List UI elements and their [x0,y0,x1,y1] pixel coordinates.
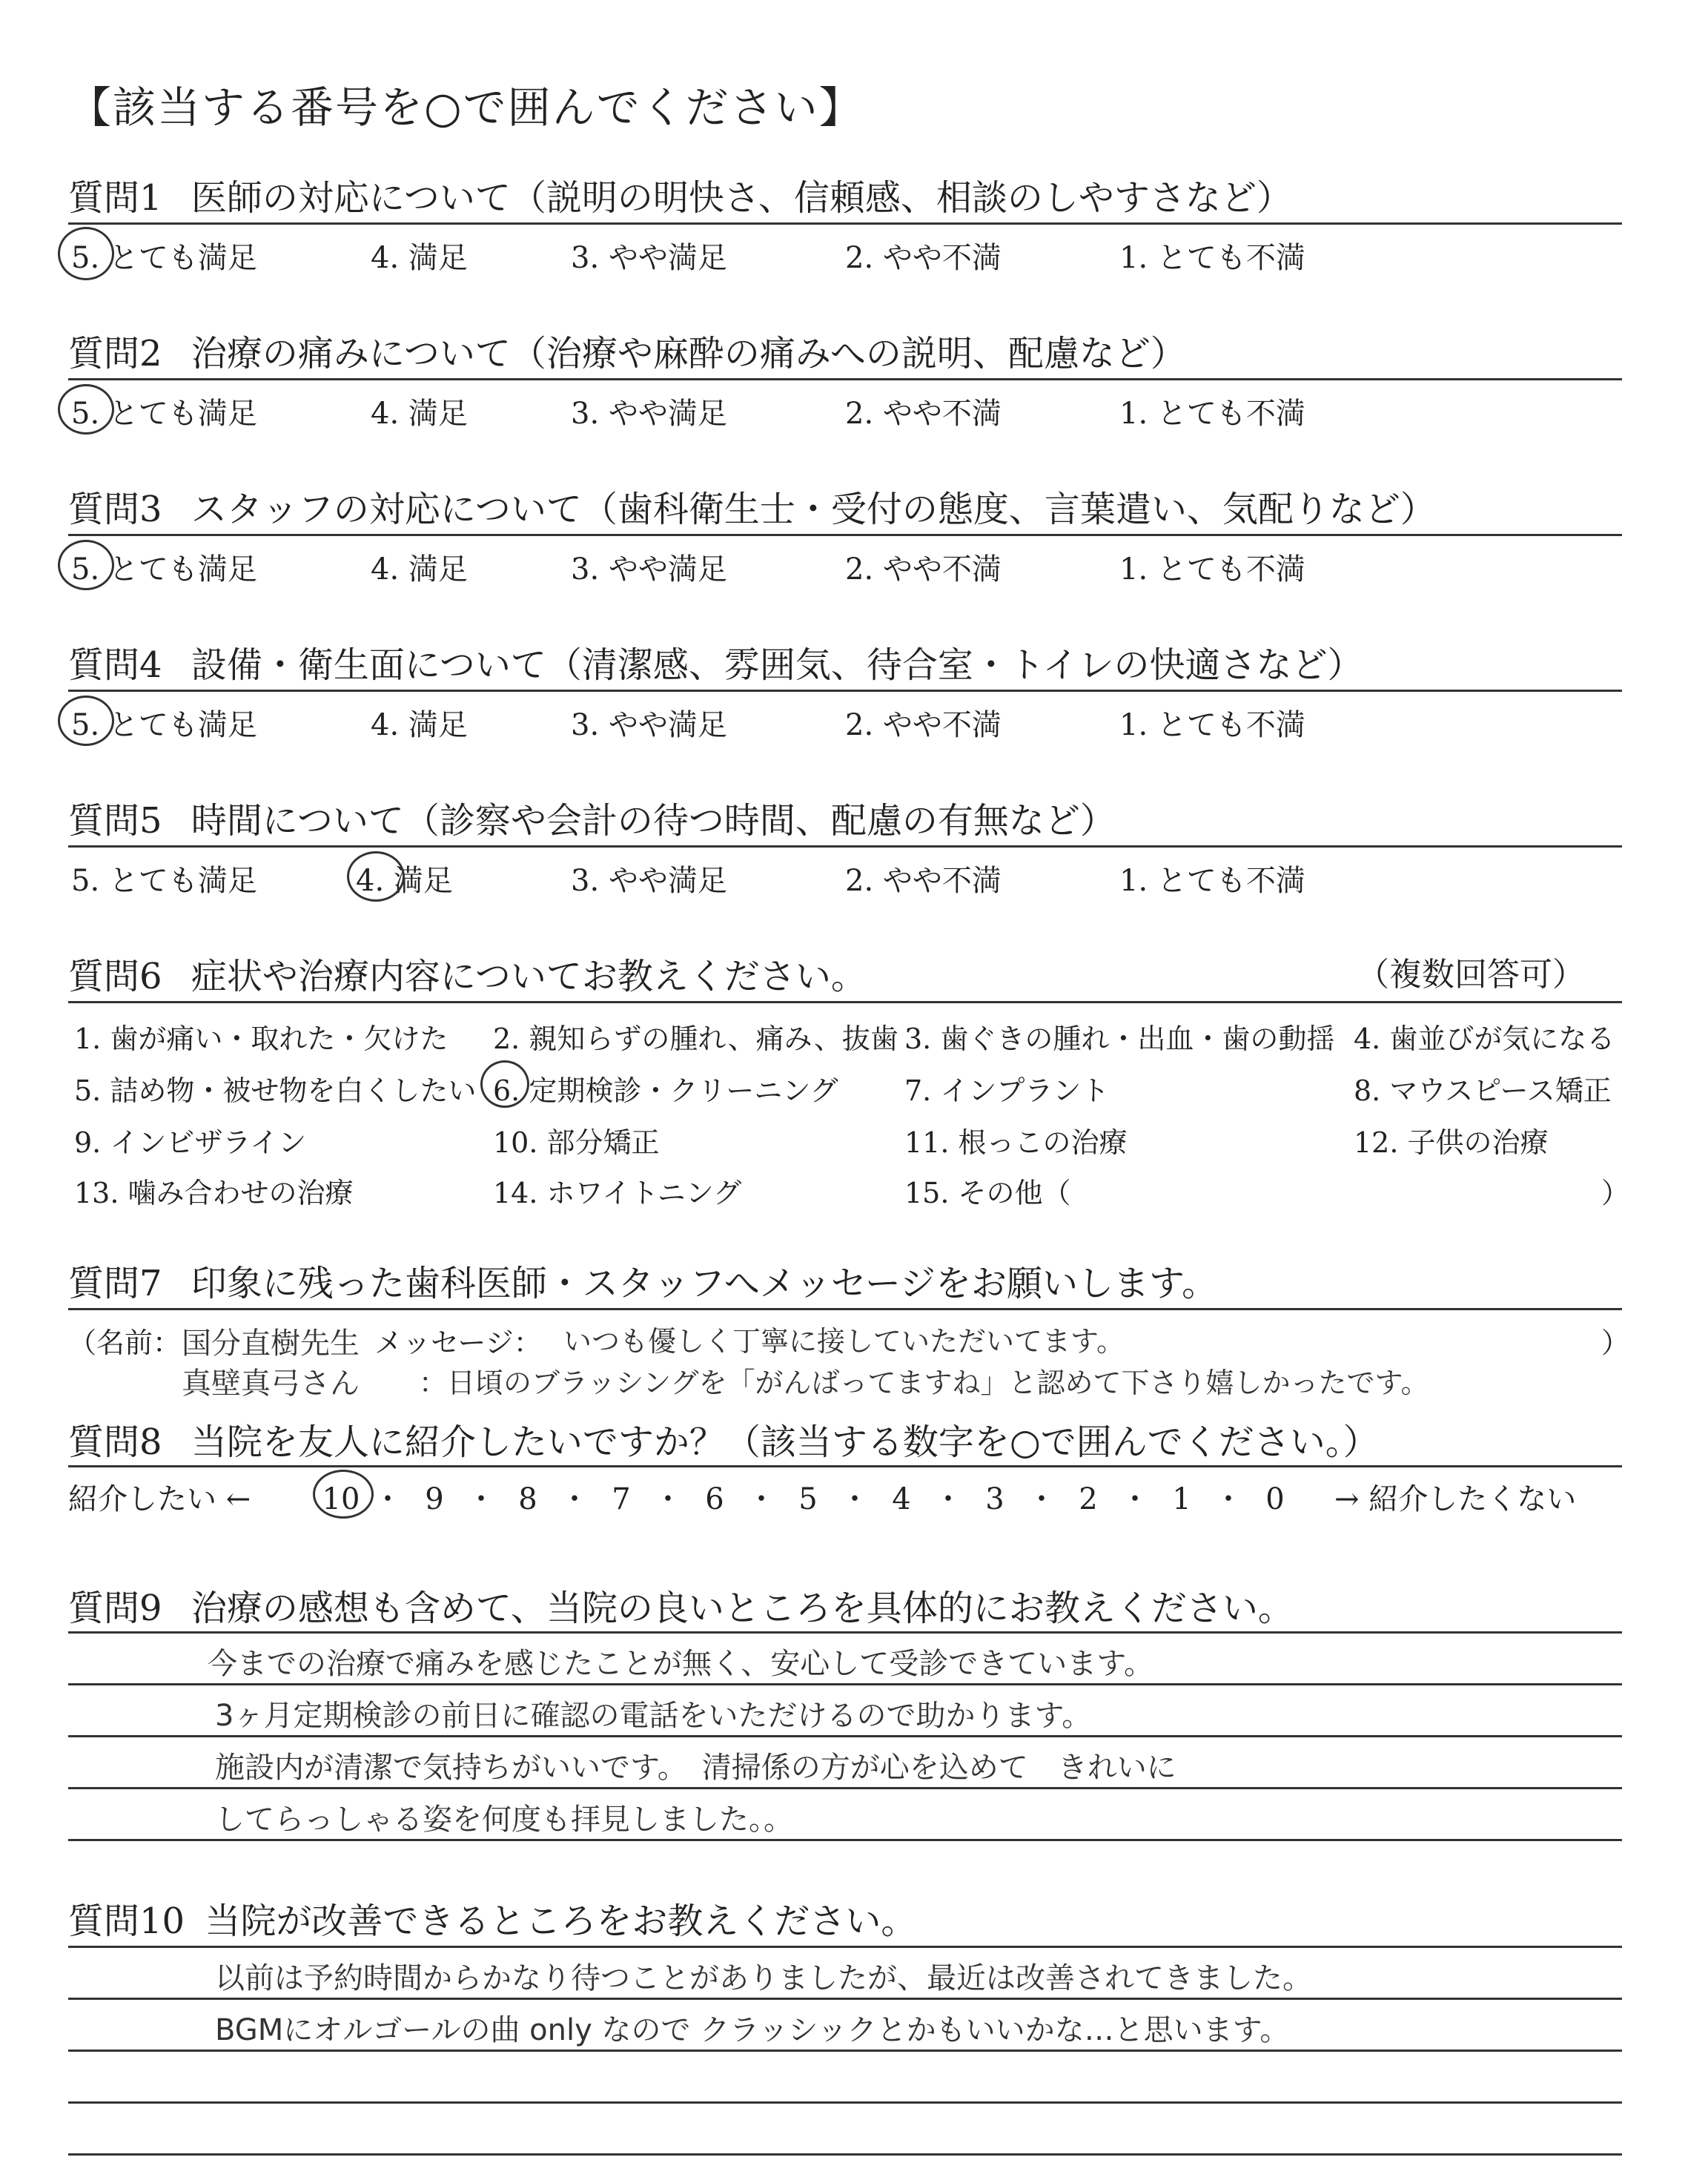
q7-close-paren: ） [1601,1327,1630,1359]
q7-line2-message[interactable]: ：日頃のブラッシングを「がんばってますね」と認めて下さり嬉しかったです。 [419,1367,1429,1399]
q2-heading [68,325,1186,376]
q8-number-5[interactable]: 5 [798,1482,818,1516]
q8-number-1[interactable]: 1 [1172,1482,1191,1516]
q9-answer-line-2[interactable]: 3ヶ月定期検診の前日に確認の電話をいただけるので助かります。 [215,1699,1092,1733]
q10-text: 当院が改善できるところをお教えください。 [205,1900,917,1942]
q10-answer-line-1[interactable]: 以前は予約時間からかなり待つことがありましたが、最近は改善されてきました。 [215,1961,1312,1995]
q10-rule-2 [68,1998,1622,2000]
q5-option-1[interactable]: 1. とても不満 [1119,864,1305,898]
q6-option-12[interactable]: 12. 子供の治療 [1354,1126,1549,1159]
q2-option-2[interactable]: 2. やや不満 [845,397,1002,431]
q8-separator: ・ [1120,1482,1150,1516]
q8-number-4[interactable]: 4 [892,1482,911,1516]
q9-rule-1 [68,1631,1622,1634]
q6-rule [68,1001,1622,1003]
q8-right-label: → 紹介したくない [1334,1482,1577,1516]
q10-rule-4 [68,2101,1622,2104]
q4-label: 質問4 [68,644,162,686]
q1-rule [68,222,1622,225]
q2-option-1[interactable]: 1. とても不満 [1119,397,1305,431]
q5-heading [68,792,1116,843]
q6-option-7[interactable]: 7. インプラント [904,1074,1110,1107]
q4-rule [68,690,1622,692]
q9-answer-line-3[interactable]: 施設内が清潔で気持ちがいいです。 清掃係の方が心を込めて きれいに [215,1751,1176,1785]
q8-text: 当院を友人に紹介したいですか？（該当する数字を○で囲んでください。） [191,1421,1379,1463]
q6-option-9[interactable]: 9. インビザライン [74,1126,307,1159]
q10-heading [68,1892,916,1943]
q5-selection-circle [347,851,405,902]
q9-rule-3 [68,1735,1622,1737]
q6-option-13[interactable]: 13. 噛み合わせの治療 [74,1177,354,1209]
q2-option-4[interactable]: 4. 満足 [371,397,468,431]
q7-heading [68,1255,1217,1306]
q8-heading [68,1413,1379,1464]
q2-option-3[interactable]: 3. やや満足 [571,397,727,431]
page-title: 【該当する番号を○で囲んでください】 [68,82,864,133]
q6-selection-circle [480,1060,529,1108]
q9-rule-5 [68,1839,1622,1841]
q10-answer-line-2[interactable]: BGMにオルゴールの曲 only なので クラッシックとかもいいかな…と思います。 [215,2013,1290,2047]
q2-label: 質問2 [68,333,162,374]
q8-separator: ・ [373,1482,403,1516]
q6-label: 質問6 [68,956,162,997]
q8-separator: ・ [1214,1482,1243,1516]
q6-option-15[interactable]: 15. その他（ [904,1177,1071,1209]
q3-option-3[interactable]: 3. やや満足 [571,552,727,587]
q1-option-2[interactable]: 2. やや不満 [845,241,1002,275]
q8-number-6[interactable]: 6 [705,1482,724,1516]
q9-answer-line-4[interactable]: してらっしゃる姿を何度も拝見しました。。 [215,1803,793,1837]
q8-separator: ・ [466,1482,496,1516]
q1-option-5[interactable]: 5. とても満足 [71,241,257,275]
q6-option-3[interactable]: 3. 歯ぐきの腫れ・出血・歯の動揺 [904,1023,1335,1055]
q5-option-2[interactable]: 2. やや不満 [845,864,1002,898]
q3-option-4[interactable]: 4. 満足 [371,552,468,587]
q3-text: スタッフの対応について（歯科衛生士・受付の態度、言葉遣い、気配りなど） [191,489,1436,530]
q4-text: 設備・衛生面について（清潔感、雰囲気、待合室・トイレの快適さなど） [191,644,1363,686]
q4-selection-circle [58,696,114,746]
q8-left-label: 紹介したい ← [68,1482,251,1516]
q1-heading [68,169,1292,220]
q9-text: 治療の感想も含めて、当院の良いところを具体的にお教えください。 [191,1588,1294,1629]
q8-number-0[interactable]: 0 [1265,1482,1285,1516]
q7-line2-name[interactable]: 真壁真弓さん [182,1367,360,1401]
q8-number-10[interactable]: 10 [322,1482,360,1516]
q5-option-4[interactable]: 4. 満足 [356,864,453,898]
q3-option-2[interactable]: 2. やや不満 [845,552,1002,587]
q4-option-1[interactable]: 1. とても不満 [1119,708,1305,742]
q9-label: 質問9 [68,1588,162,1629]
q10-label: 質問10 [68,1900,185,1942]
q6-option-2[interactable]: 2. 親知らずの腫れ、痛み、抜歯 [493,1023,898,1055]
q7-message-prefix: メッセージ： [374,1327,542,1359]
q6-option-10[interactable]: 10. 部分矯正 [493,1126,660,1159]
q5-option-5[interactable]: 5. とても満足 [71,864,257,898]
q3-option-1[interactable]: 1. とても不満 [1119,552,1305,587]
q8-number-2[interactable]: 2 [1079,1482,1098,1516]
q8-separator: ・ [653,1482,683,1516]
q6-option-5[interactable]: 5. 詰め物・被せ物を白くしたい [74,1074,477,1107]
q2-text: 治療の痛みについて（治療や麻酔の痛みへの説明、配慮など） [191,333,1186,374]
q7-rule [68,1308,1622,1310]
q7-label: 質問7 [68,1263,162,1304]
q6-option-14[interactable]: 14. ホワイトニング [493,1177,742,1209]
q6-option-11[interactable]: 11. 根っこの治療 [904,1126,1128,1159]
q8-number-9[interactable]: 9 [425,1482,444,1516]
q8-separator: ・ [747,1482,776,1516]
q8-selection-circle [313,1470,374,1519]
q3-selection-circle [58,540,114,590]
q1-text: 医師の対応について（説明の明快さ、信頼感、相談のしやすさなど） [191,177,1292,219]
q5-option-3[interactable]: 3. やや満足 [571,864,727,898]
q8-label: 質問8 [68,1421,162,1463]
q5-rule [68,845,1622,848]
q6-heading [68,948,867,999]
q7-name-prefix: （名前： [68,1327,182,1359]
q3-option-5[interactable]: 5. とても満足 [71,552,257,587]
q2-selection-circle [58,384,114,435]
q10-rule-5 [68,2153,1622,2156]
q6-option-6[interactable]: 6. 定期検診・クリーニング [493,1074,838,1107]
q4-option-2[interactable]: 2. やや不満 [845,708,1002,742]
q8-separator: ・ [1027,1482,1056,1516]
q2-rule [68,378,1622,380]
q7-message-1[interactable]: いつも優しく丁寧に接していただいてます。 [563,1325,1125,1358]
q4-heading [68,636,1363,687]
q8-separator: ・ [933,1482,963,1516]
q8-scale [319,1476,1297,1518]
q6-option-4[interactable]: 4. 歯並びが気になる [1354,1023,1615,1055]
q4-option-3[interactable]: 3. やや満足 [571,708,727,742]
q3-heading [68,480,1436,532]
q3-label: 質問3 [68,489,162,530]
q8-separator: ・ [840,1482,870,1516]
q4-option-4[interactable]: 4. 満足 [371,708,468,742]
q1-option-4[interactable]: 4. 満足 [371,241,468,275]
q10-rule-3 [68,2050,1622,2052]
q9-rule-2 [68,1683,1622,1685]
q8-number-7[interactable]: 7 [612,1482,631,1516]
q7-text: 印象に残った歯科医師・スタッフへメッセージをお願いします。 [191,1263,1218,1304]
q9-rule-4 [68,1787,1622,1789]
q2-option-5[interactable]: 5. とても満足 [71,397,257,431]
q6-close-paren: ） [1601,1177,1630,1209]
q1-option-3[interactable]: 3. やや満足 [571,241,727,275]
q8-separator: ・ [560,1482,589,1516]
q7-names[interactable]: 国分直樹先生 [182,1327,360,1361]
q6-option-8[interactable]: 8. マウスピース矯正 [1354,1074,1612,1107]
q5-text: 時間について（診察や会計の待つ時間、配慮の有無など） [191,800,1116,842]
q9-answer-line-1[interactable]: 今までの治療で痛みを感じたことが無く、安心して受診できています。 [208,1647,1153,1681]
q9-heading [68,1579,1294,1631]
q1-selection-circle [58,227,114,280]
q6-option-1[interactable]: 1. 歯が痛い・取れた・欠けた [74,1023,448,1055]
q6-note: （複数回答可） [1357,956,1585,994]
q3-rule [68,534,1622,536]
q1-label: 質問1 [68,177,162,219]
q8-number-8[interactable]: 8 [518,1482,537,1516]
q6-text: 症状や治療内容についてお教えください。 [191,956,867,997]
q1-option-1[interactable]: 1. とても不満 [1119,241,1305,275]
q10-rule-1 [68,1946,1622,1948]
q8-rule [68,1465,1622,1467]
q4-option-5[interactable]: 5. とても満足 [71,708,257,742]
q5-label: 質問5 [68,800,162,842]
q8-number-3[interactable]: 3 [985,1482,1004,1516]
